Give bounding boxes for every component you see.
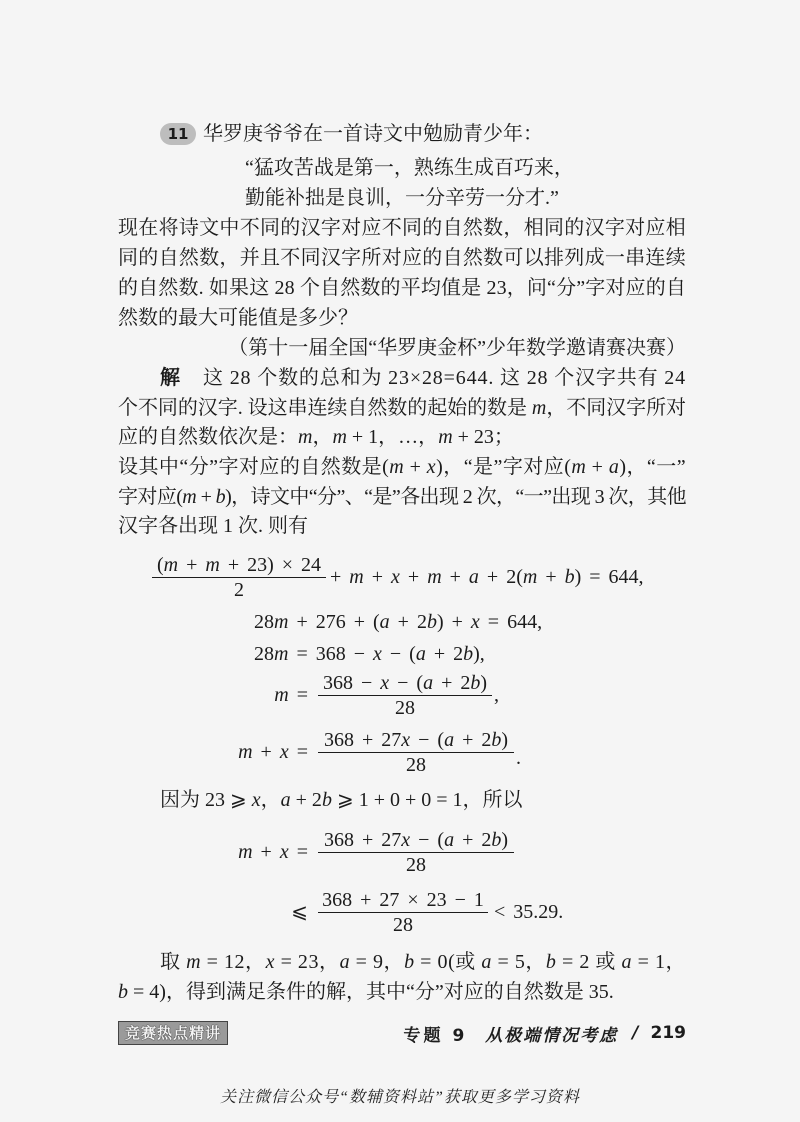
- eq6-fraction: [318, 828, 514, 877]
- statement-line-4: 然数的最大可能值是多少？: [118, 307, 358, 329]
- topic-title: 从极端情况考虑: [485, 1025, 619, 1046]
- eq4-denominator: 28: [395, 697, 415, 719]
- footer-separator: /: [632, 1023, 639, 1043]
- poem-line-2: 勤能补拙是良训，一分辛劳一分才.”: [245, 187, 559, 209]
- because-line: 因为 23 ⩾ x，a + 2b ⩾ 1 + 0 + 0 = 1，所以: [160, 789, 523, 811]
- eq6-denominator: 28: [406, 854, 426, 876]
- eq4-numerator: 368 − x − (a + 2b): [322, 672, 488, 694]
- eq5-lhs: m + x =: [238, 741, 308, 763]
- eq3: 28m = 368 − x − (a + 2b),: [254, 643, 485, 665]
- solution-line-5: 字对应(m + b)，诗文中“分”、“是”各出现 2 次，“一”出现 3 次，其他: [118, 486, 687, 508]
- solution-line-4: 设其中“分”字对应的自然数是(m + x)，“是”字对应(m + a)，“一”: [118, 456, 687, 478]
- eq2: 28m + 276 + (a + 2b) + x = 644,: [254, 611, 543, 633]
- eq7-tail: < 35.29.: [494, 901, 564, 923]
- running-footer: [380, 1021, 686, 1045]
- section-tag: 竞赛热点精讲: [118, 1021, 228, 1045]
- conclusion-line-1: 取 m = 12，x = 23，a = 9，b = 0(或 a = 5，b = 2 或 a = 1，: [160, 951, 687, 973]
- eq4-tail: ,: [494, 684, 499, 706]
- problem-intro: 华罗庚爷爷在一首诗文中勉励青少年：: [203, 123, 543, 145]
- eq6-lhs: m + x =: [238, 841, 308, 863]
- eq7-denominator: 28: [393, 914, 413, 936]
- eq1-rest: + m + x + m + a + 2(m + b) = 644,: [330, 566, 644, 588]
- solution-label: 解: [160, 367, 180, 389]
- statement-line-1: 现在将诗文中不同的汉字对应不同的自然数，相同的汉字对应相: [118, 217, 686, 239]
- eq7-fraction: [318, 888, 488, 937]
- eq7-lhs: ⩽: [291, 901, 308, 923]
- page-number: 219: [650, 1023, 686, 1043]
- solution-line-6: 汉字各出现 1 次. 则有: [118, 515, 308, 537]
- eq5-tail: .: [516, 747, 521, 769]
- solution-line-1: 这 28 个数的总和为 23×28=644. 这 28 个汉字共有 24: [203, 367, 686, 389]
- eq5-denominator: 28: [406, 754, 426, 776]
- watermark-note: 关注微信公众号“数辅资料站”获取更多学习资料: [220, 1089, 580, 1106]
- eq4-fraction: [318, 671, 492, 720]
- eq5-fraction: [318, 728, 514, 777]
- eq6-numerator: 368 + 27x − (a + 2b): [323, 829, 509, 851]
- eq4-lhs: m =: [274, 684, 308, 706]
- eq1-numerator: (m + m + 23) × 24: [156, 554, 322, 576]
- eq1-denominator: 2: [234, 579, 244, 601]
- statement-line-3: 的自然数. 如果这 28 个自然数的平均值是 23，问“分”字对应的自: [118, 277, 686, 299]
- solution-line-3: 应的自然数依次是：m，m + 1，…，m + 23；: [118, 426, 514, 448]
- poem-line-1: “猛攻苦战是第一，熟练生成百巧来，: [245, 157, 574, 179]
- eq1-fraction: [152, 553, 326, 602]
- problem-number-badge: 11: [160, 123, 196, 145]
- eq7-numerator: 368 + 27 × 23 − 1: [322, 889, 484, 911]
- topic-label: 专题 9: [403, 1025, 468, 1046]
- eq5-numerator: 368 + 27x − (a + 2b): [323, 729, 509, 751]
- conclusion-line-2: b = 4)，得到满足条件的解，其中“分”对应的自然数是 35.: [118, 981, 614, 1003]
- statement-line-2: 同的自然数，并且不同汉字所对应的自然数可以排列成一串连续: [118, 247, 686, 269]
- solution-line-2: 个不同的汉字. 设这串连续自然数的起始的数是 m，不同汉字所对: [118, 397, 686, 419]
- problem-source: （第十一届全国“华罗庚金杯”少年数学邀请赛决赛）: [228, 337, 686, 359]
